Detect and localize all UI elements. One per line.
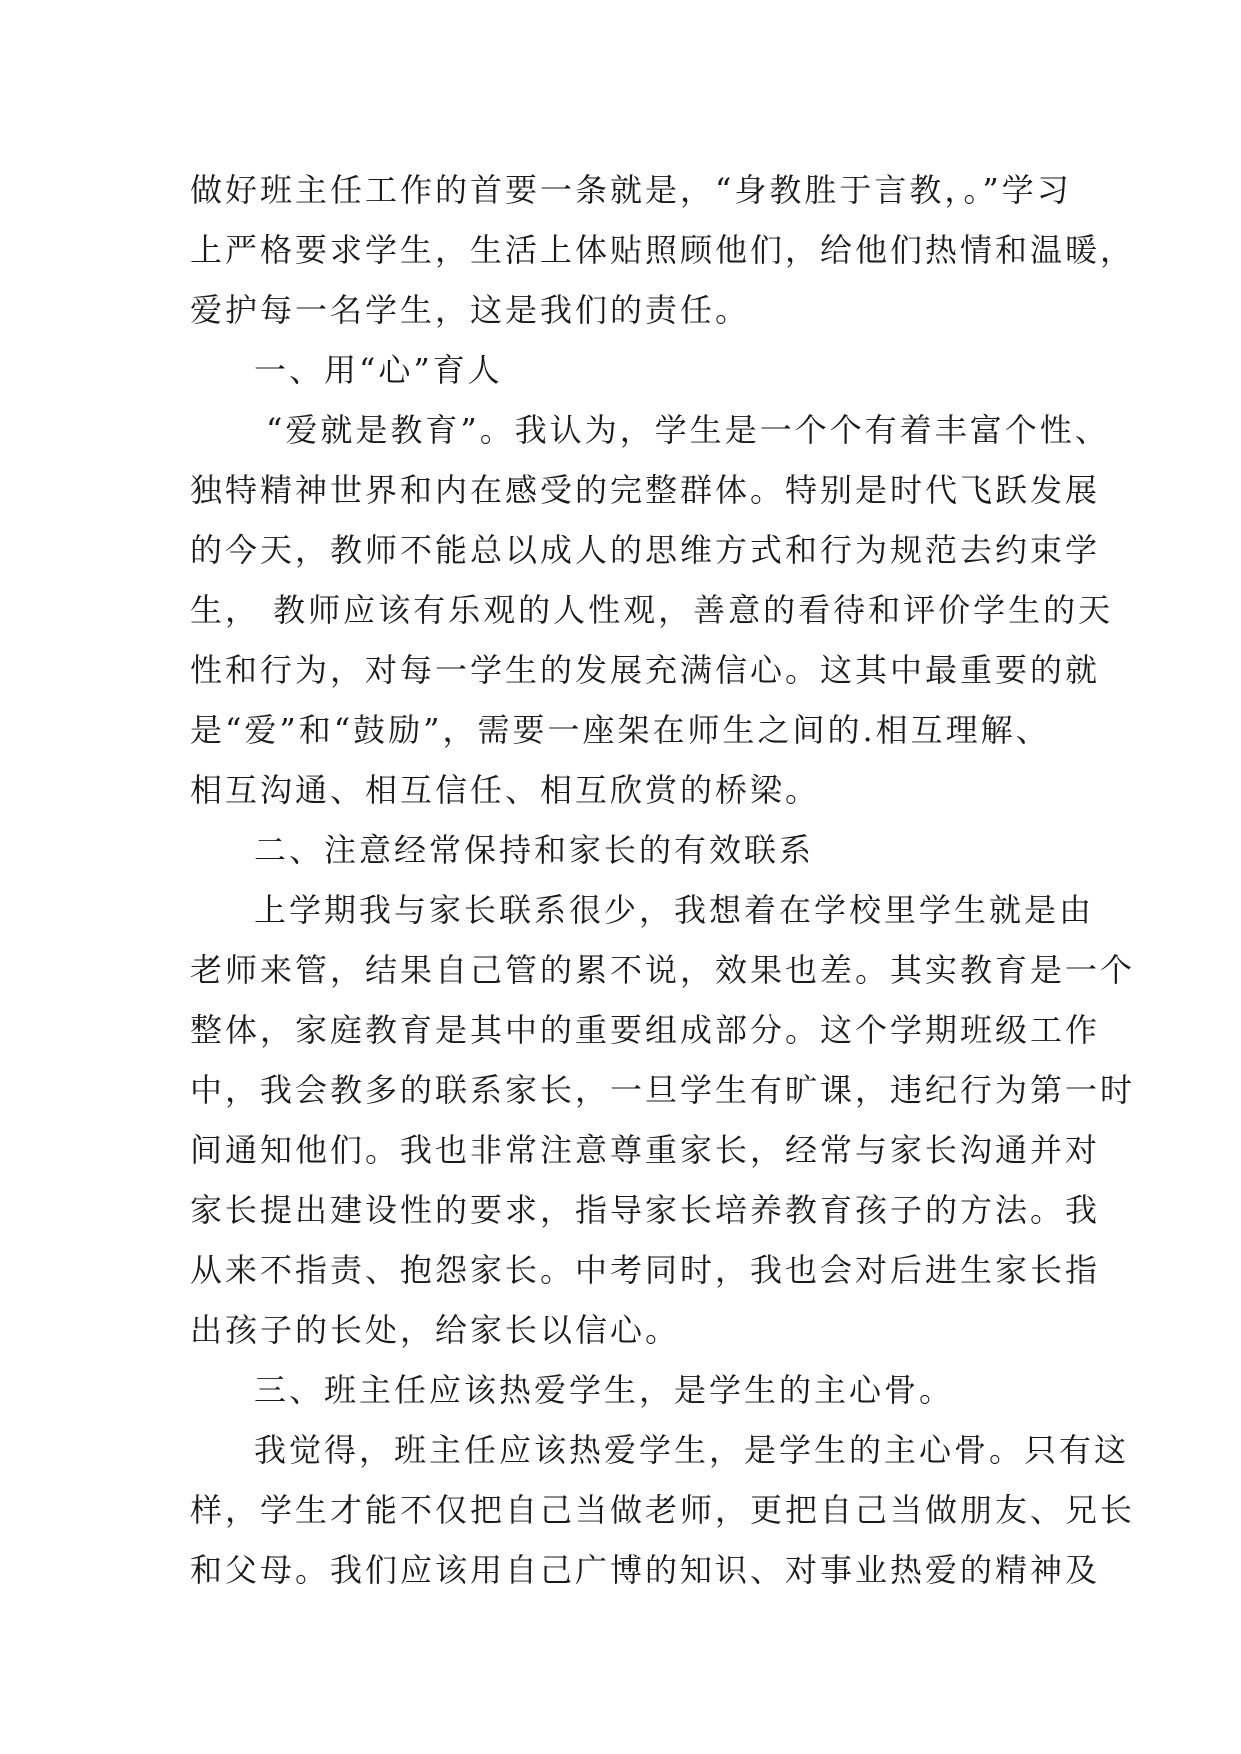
text-line: 老师来管，结果自己管的累不说，效果也差。其实教育是一个: [190, 951, 1136, 989]
text-line: 的今天，教师不能总以成人的思维方式和行为规范去约束学: [190, 531, 1101, 569]
text-line: 从来不指责、抱怨家长。中考同时，我也会对后进生家长指: [190, 1251, 1101, 1289]
heading-text: 二、注意经常保持和家长的有效联系: [254, 831, 815, 869]
text-line: 间通知他们。我也非常注意尊重家长，经常与家长沟通并对: [190, 1131, 1101, 1169]
section-2-paragraph: [190, 880, 1136, 1360]
heading-text: 三、班主任应该热爱学生，是学生的主心骨。: [254, 1371, 955, 1409]
text-line: 做好班主任工作的首要一条就是，“身教胜于言教，。”学习: [190, 171, 1072, 209]
text-line: 独特精神世界和内在感受的完整群体。特别是时代飞跃发展: [190, 471, 1101, 509]
text-line: 爱护每一名学生，这是我们的责任。: [190, 291, 751, 329]
text-line: 性和行为，对每一学生的发展充满信心。这其中最重要的就: [190, 651, 1101, 689]
section-heading-1: [190, 340, 1070, 400]
text-line: 和父母。我们应该用自己广博的知识、对事业热爱的精神及: [190, 1551, 1101, 1589]
intro-paragraph: [190, 160, 1136, 340]
text-line: 上学期我与家长联系很少，我想着在学校里学生就是由: [254, 891, 1095, 929]
text-line: 出孩子的长处，给家长以信心。: [190, 1311, 681, 1349]
section-heading-2: [190, 820, 1070, 880]
text-line: 我觉得，班主任应该热爱学生，是学生的主心骨。只有这: [254, 1431, 1130, 1469]
text-line: 是“爱”和“鼓励”，需要一座架在师生之间的.相互理解、: [190, 711, 1051, 749]
section-heading-3: [190, 1360, 1070, 1420]
section-1-paragraph: [190, 400, 1114, 820]
text-line: 上严格要求学生，生活上体贴照顾他们，给他们热情和温暖，: [190, 231, 1136, 269]
text-line: 中，我会教多的联系家长，一旦学生有旷课，违纪行为第一时: [190, 1071, 1136, 1109]
text-line: 相互沟通、相互信任、相互欣赏的桥梁。: [190, 771, 821, 809]
text-line: 家长提出建设性的要求，指导家长培养教育孩子的方法。我: [190, 1191, 1101, 1229]
text-line: 样，学生才能不仅把自己当做老师，更把自己当做朋友、兄长: [190, 1491, 1136, 1529]
section-3-paragraph: [190, 1420, 1136, 1600]
text-line: “爱就是教育”。我认为，学生是一个个有着丰富个性、: [266, 411, 1110, 449]
heading-text: 一、用“心”育人: [254, 351, 503, 389]
document-body: [190, 160, 1136, 1600]
text-line: 生， 教师应该有乐观的人性观，善意的看待和评价学生的天: [190, 591, 1114, 629]
text-line: 整体，家庭教育是其中的重要组成部分。这个学期班级工作: [190, 1011, 1101, 1049]
